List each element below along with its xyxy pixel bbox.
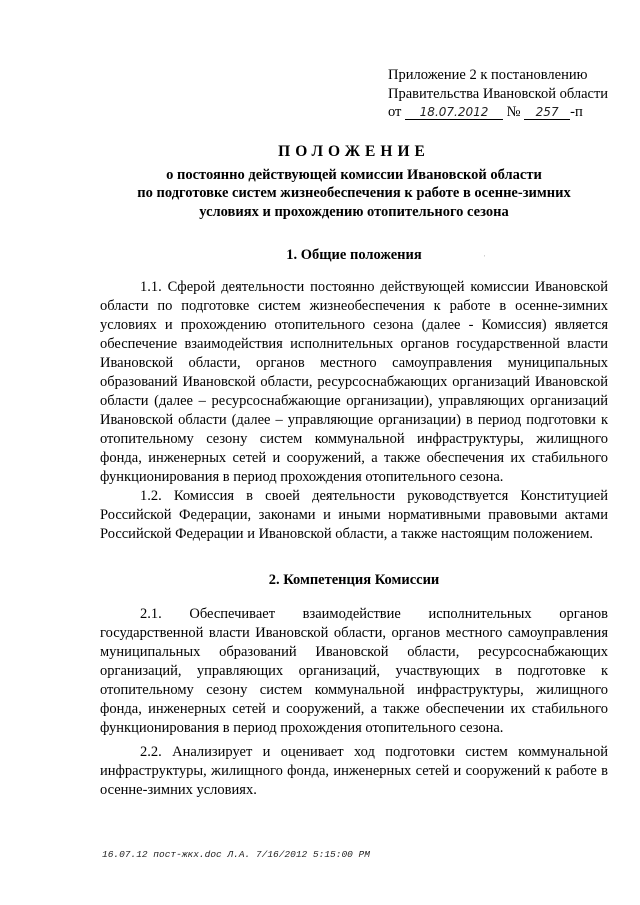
title-line-1: о постоянно действующей комиссии Ивановской области: [166, 166, 542, 183]
paragraph-1-2: 1.2. Комиссия в своей деятельности руководствуется Конституцией Российской Федерации, законами и иными нормативными правовыми актами Российской Федерации и Ивановской области, а также настоящим положением.: [100, 488, 608, 542]
title-line-3: условиях и прохождению отопительного сезона: [199, 203, 509, 220]
document-title: [100, 143, 608, 221]
section-1-heading: 1. Общие положения: [286, 247, 422, 263]
handwritten-number: 257: [524, 105, 570, 120]
number-suffix: -п: [570, 104, 583, 120]
appendix-date-number-line: [388, 103, 618, 122]
section-2-heading: 2. Компетенция Комиссии: [268, 572, 440, 588]
file-footer: 16.07.12 пост-жкх.doc Л.А. 7/16/2012 5:15:00 PM: [102, 849, 370, 860]
scan-mark: ˈ: [483, 254, 486, 263]
paragraph-2-1: 2.1. Обеспечивает взаимодействие исполнительных органов государственной власти Ивановской области, органов местного самоуправления муниципальных образований Ивановской области, ресурсоснабжающих организаций, управляющих организаций, участвующих в подготовке к отопительному сезону систем коммунальной инфраструктуры, жилищного фонда, инженерных сетей и сооружений, а также обеспечении их стабильного функционирования в период прохождения отопительного сезона.: [100, 606, 608, 736]
title-main: ПОЛОЖЕНИЕ: [278, 143, 430, 160]
appendix-from-label: от: [388, 104, 402, 120]
appendix-line-2: Правительства Ивановской области: [388, 85, 609, 102]
handwritten-date: 18.07.2012: [405, 105, 503, 120]
number-sign: №: [506, 104, 521, 120]
paragraph-2-2: 2.2. Анализирует и оценивает ход подготовки систем коммунальной инфраструктуры, жилищного фонда, инженерных сетей и сооружений к работе в осенне-зимних условиях.: [100, 744, 608, 798]
paragraph-1-1: 1.1. Сферой деятельности постоянно действующей комиссии Ивановской области по подготовке систем жизнеобеспечения к работе в осенне-зимних условиях и прохождению отопительного сезона (далее - Комиссия) является обеспечение взаимодействия исполнительных органов государственной власти Ивановской области, органов местного самоуправления муниципальных образований Ивановской области, ресурсоснабжающих организаций Ивановской области (далее – ресурсоснабжающие организации), управляющих организаций Ивановской области (далее – управляющие организации) в период подготовки к отопительному сезону систем коммунальной инфраструктуры, жилищного фонда, инженерных сетей и сооружений, а также обеспечения их стабильного функционирования в период прохождения отопительного сезона.: [100, 279, 608, 485]
title-line-2: по подготовке систем жизнеобеспечения к работе в осенне-зимних: [137, 185, 571, 201]
appendix-line-1: Приложение 2 к постановлению: [388, 67, 588, 83]
appendix-header: [388, 66, 618, 122]
